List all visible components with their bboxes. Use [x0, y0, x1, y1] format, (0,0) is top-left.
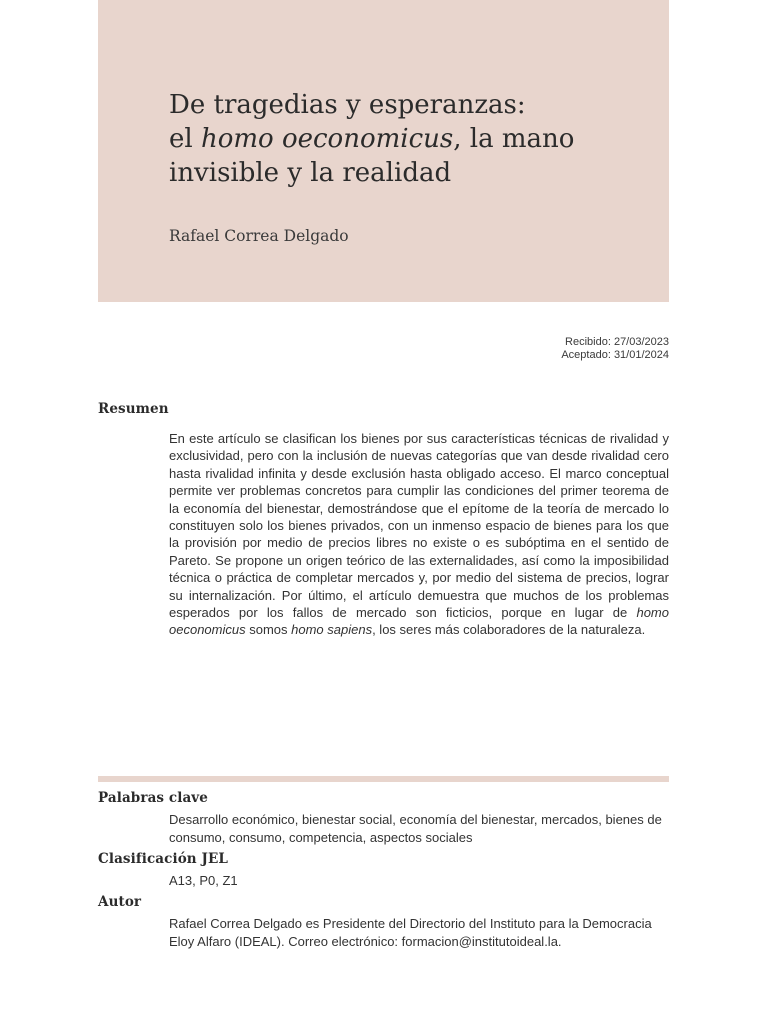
author-bio-heading: Autor: [98, 894, 142, 910]
submission-dates: [561, 336, 669, 362]
article-title: [169, 88, 639, 190]
abstract-text-part-3: , los seres más colaboradores de la naturaleza.: [372, 622, 646, 638]
title-line-1: De tragedias y esperanzas:: [169, 90, 526, 120]
keywords-heading: Palabras clave: [98, 790, 208, 806]
accepted-date: Aceptado: 31/01/2024: [561, 349, 669, 361]
title-italic-term: homo oeconomicus: [200, 124, 454, 154]
jel-heading: Clasificación JEL: [98, 851, 228, 867]
abstract-heading: Resumen: [98, 401, 169, 417]
title-line-2-prefix: el: [169, 124, 201, 154]
abstract-italic-homo-oeconomicus: homo oeconomicus: [169, 605, 669, 638]
abstract-italic-homo-sapiens: homo sapiens: [291, 622, 373, 638]
abstract-text: [169, 430, 669, 639]
keywords-text: Desarrollo económico, bienestar social, economía del bienestar, mercados, bienes de consumo, consumo, competencia, aspectos sociales: [169, 812, 662, 845]
abstract-text-part-2: somos: [245, 622, 292, 638]
title-line-3: invisible y la realidad: [169, 158, 452, 188]
jel-codes: A13, P0, Z1: [169, 873, 238, 888]
title-line-2-suffix: , la mano: [453, 124, 575, 154]
title-line-2: [169, 122, 639, 156]
abstract-text-part-1: En este artículo se clasifican los bienes por sus características técnicas de rivalidad y exclusividad, pero con la inclusión de nuevas categorías que van desde rivalidad cero hasta rivalidad infinita y desde exclusión hasta obligado acceso. El marco conceptual permite ver problemas concretos para cumplir las condiciones del primer teorema de la economía del bienestar, demostrándose que el epítome de la teoría de mercado lo constituyen solo los bienes privados, con un inmenso espacio de bienes para los que la provisión por medio de precios libres no existe o es subóptima en el sentido de Pareto. Se propone un origen teórico de las externalidades, así como la imposibilidad técnica o práctica de completar mercados y, por medio del sistema de precios, lograr su internalización. Por último, el artículo demuestra que muchos de los problemas esperados por los fallos de mercado son ficticios, porque en lugar de: [169, 431, 669, 621]
section-divider: [98, 776, 669, 782]
received-date: Recibido: 27/03/2023: [565, 336, 669, 348]
author-bio-text: Rafael Correa Delgado es Presidente del Directorio del Instituto para la Democracia Eloy Alfaro (IDEAL). Correo electrónico: formacion@institutoideal.la.: [169, 916, 652, 949]
article-author: Rafael Correa Delgado: [169, 227, 349, 245]
